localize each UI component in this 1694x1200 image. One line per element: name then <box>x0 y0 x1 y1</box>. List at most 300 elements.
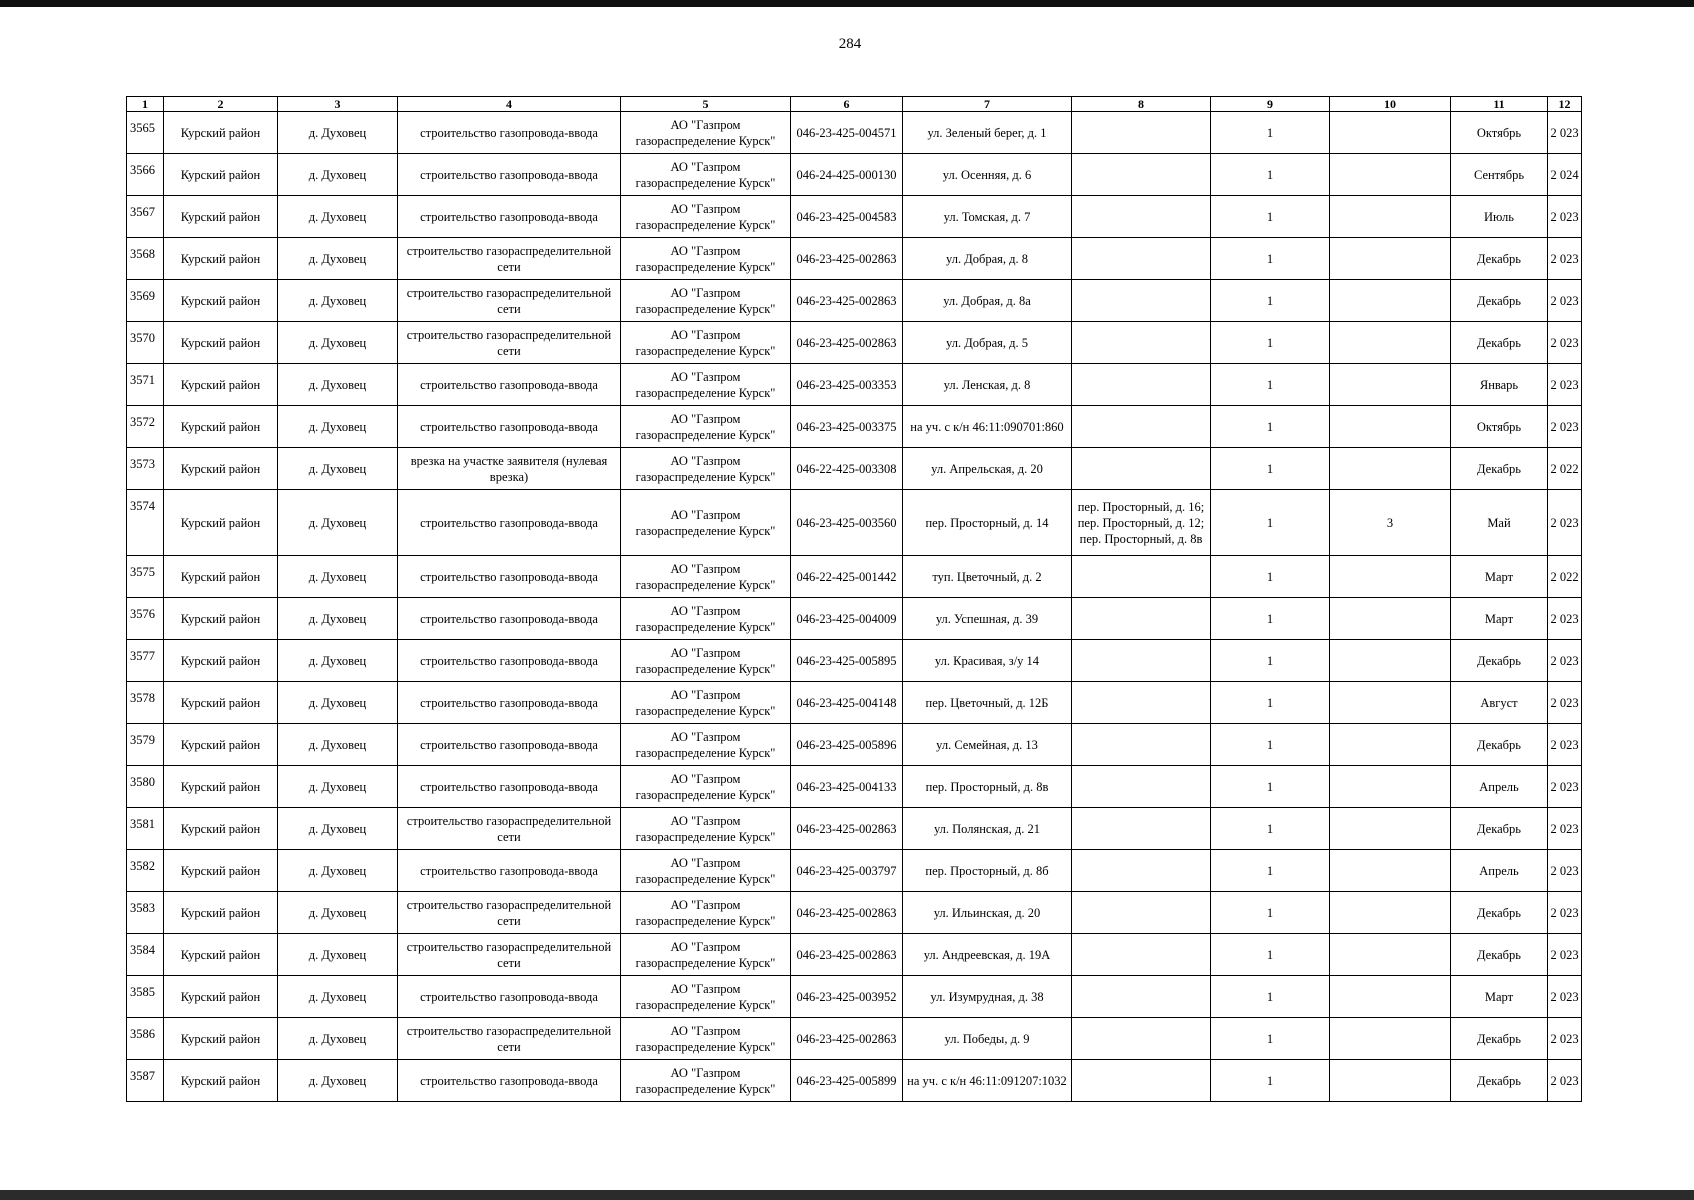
table-row <box>127 196 1582 238</box>
notes-cell <box>1072 850 1211 892</box>
application-code-cell: 046-23-425-003375 <box>791 406 903 448</box>
organization-cell: АО "Газпром газораспределение Курск" <box>621 112 791 154</box>
extra-count-cell <box>1330 406 1451 448</box>
work-type-cell: строительство газораспределительной сети <box>398 808 621 850</box>
year-cell: 2 023 <box>1548 682 1582 724</box>
year-cell: 2 022 <box>1548 448 1582 490</box>
work-type-cell: строительство газопровода-ввода <box>398 196 621 238</box>
row-number-cell: 3571 <box>127 364 164 406</box>
address-cell: ул. Апрельская, д. 20 <box>903 448 1072 490</box>
table-row <box>127 640 1582 682</box>
year-cell: 2 023 <box>1548 724 1582 766</box>
month-cell: Март <box>1451 556 1548 598</box>
row-number-cell: 3570 <box>127 322 164 364</box>
row-number-cell: 3585 <box>127 976 164 1018</box>
work-type-cell: строительство газопровода-ввода <box>398 1060 621 1102</box>
settlement-cell: д. Духовец <box>278 322 398 364</box>
organization-cell: АО "Газпром газораспределение Курск" <box>621 406 791 448</box>
count-cell: 1 <box>1211 112 1330 154</box>
organization-cell: АО "Газпром газораспределение Курск" <box>621 196 791 238</box>
extra-count-cell <box>1330 196 1451 238</box>
month-cell: Октябрь <box>1451 406 1548 448</box>
year-cell: 2 023 <box>1548 1018 1582 1060</box>
address-cell: пер. Просторный, д. 14 <box>903 490 1072 556</box>
address-cell: ул. Ильинская, д. 20 <box>903 892 1072 934</box>
notes-cell: пер. Просторный, д. 16; пер. Просторный, д. 12; пер. Просторный, д. 8в <box>1072 490 1211 556</box>
month-cell: Декабрь <box>1451 892 1548 934</box>
table-row <box>127 724 1582 766</box>
organization-cell: АО "Газпром газораспределение Курск" <box>621 238 791 280</box>
year-cell: 2 022 <box>1548 556 1582 598</box>
application-code-cell: 046-23-425-004148 <box>791 682 903 724</box>
organization-cell: АО "Газпром газораспределение Курск" <box>621 280 791 322</box>
extra-count-cell <box>1330 280 1451 322</box>
year-cell: 2 023 <box>1548 808 1582 850</box>
row-number-cell: 3584 <box>127 934 164 976</box>
work-type-cell: строительство газопровода-ввода <box>398 766 621 808</box>
address-cell: ул. Ленская, д. 8 <box>903 364 1072 406</box>
row-number-cell: 3579 <box>127 724 164 766</box>
count-cell: 1 <box>1211 934 1330 976</box>
count-cell: 1 <box>1211 280 1330 322</box>
settlement-cell: д. Духовец <box>278 850 398 892</box>
count-cell: 1 <box>1211 766 1330 808</box>
notes-cell <box>1072 322 1211 364</box>
address-cell: туп. Цветочный, д. 2 <box>903 556 1072 598</box>
address-cell: ул. Семейная, д. 13 <box>903 724 1072 766</box>
application-code-cell: 046-23-425-005896 <box>791 724 903 766</box>
district-cell: Курский район <box>164 238 278 280</box>
month-cell: Сентябрь <box>1451 154 1548 196</box>
year-cell: 2 024 <box>1548 154 1582 196</box>
address-cell: на уч. с к/н 46:11:091207:1032 <box>903 1060 1072 1102</box>
settlement-cell: д. Духовец <box>278 892 398 934</box>
count-cell: 1 <box>1211 808 1330 850</box>
count-cell: 1 <box>1211 556 1330 598</box>
table-row <box>127 1060 1582 1102</box>
extra-count-cell <box>1330 724 1451 766</box>
row-number-cell: 3569 <box>127 280 164 322</box>
notes-cell <box>1072 364 1211 406</box>
month-cell: Декабрь <box>1451 934 1548 976</box>
organization-cell: АО "Газпром газораспределение Курск" <box>621 724 791 766</box>
work-type-cell: строительство газопровода-ввода <box>398 682 621 724</box>
year-cell: 2 023 <box>1548 598 1582 640</box>
organization-cell: АО "Газпром газораспределение Курск" <box>621 850 791 892</box>
settlement-cell: д. Духовец <box>278 1060 398 1102</box>
organization-cell: АО "Газпром газораспределение Курск" <box>621 448 791 490</box>
table-row <box>127 322 1582 364</box>
district-cell: Курский район <box>164 934 278 976</box>
month-cell: Декабрь <box>1451 238 1548 280</box>
district-cell: Курский район <box>164 598 278 640</box>
year-cell: 2 023 <box>1548 238 1582 280</box>
year-cell: 2 023 <box>1548 196 1582 238</box>
column-header: 5 <box>621 97 791 112</box>
table-row <box>127 364 1582 406</box>
address-cell: на уч. с к/н 46:11:090701:860 <box>903 406 1072 448</box>
application-code-cell: 046-24-425-000130 <box>791 154 903 196</box>
notes-cell <box>1072 238 1211 280</box>
count-cell: 1 <box>1211 238 1330 280</box>
notes-cell <box>1072 196 1211 238</box>
extra-count-cell <box>1330 766 1451 808</box>
organization-cell: АО "Газпром газораспределение Курск" <box>621 556 791 598</box>
application-code-cell: 046-23-425-003353 <box>791 364 903 406</box>
column-header: 2 <box>164 97 278 112</box>
table-row <box>127 850 1582 892</box>
page-number: 284 <box>838 36 862 52</box>
address-cell: ул. Успешная, д. 39 <box>903 598 1072 640</box>
notes-cell <box>1072 808 1211 850</box>
settlement-cell: д. Духовец <box>278 682 398 724</box>
month-cell: Апрель <box>1451 850 1548 892</box>
address-cell: ул. Добрая, д. 8а <box>903 280 1072 322</box>
extra-count-cell <box>1330 850 1451 892</box>
column-header: 12 <box>1548 97 1582 112</box>
application-code-cell: 046-23-425-002863 <box>791 934 903 976</box>
address-cell: ул. Добрая, д. 8 <box>903 238 1072 280</box>
table-row <box>127 406 1582 448</box>
settlement-cell: д. Духовец <box>278 364 398 406</box>
table-row <box>127 154 1582 196</box>
table-row <box>127 280 1582 322</box>
row-number-cell: 3587 <box>127 1060 164 1102</box>
year-cell: 2 023 <box>1548 490 1582 556</box>
month-cell: Декабрь <box>1451 448 1548 490</box>
row-number-cell: 3586 <box>127 1018 164 1060</box>
count-cell: 1 <box>1211 598 1330 640</box>
count-cell: 1 <box>1211 448 1330 490</box>
application-code-cell: 046-23-425-003797 <box>791 850 903 892</box>
notes-cell <box>1072 598 1211 640</box>
work-type-cell: строительство газораспределительной сети <box>398 238 621 280</box>
settlement-cell: д. Духовец <box>278 808 398 850</box>
row-number-cell: 3583 <box>127 892 164 934</box>
extra-count-cell <box>1330 322 1451 364</box>
notes-cell <box>1072 112 1211 154</box>
notes-cell <box>1072 766 1211 808</box>
work-type-cell: строительство газопровода-ввода <box>398 406 621 448</box>
table-row <box>127 682 1582 724</box>
district-cell: Курский район <box>164 976 278 1018</box>
notes-cell <box>1072 280 1211 322</box>
district-cell: Курский район <box>164 112 278 154</box>
year-cell: 2 023 <box>1548 406 1582 448</box>
organization-cell: АО "Газпром газораспределение Курск" <box>621 934 791 976</box>
organization-cell: АО "Газпром газораспределение Курск" <box>621 490 791 556</box>
notes-cell <box>1072 682 1211 724</box>
notes-cell <box>1072 1060 1211 1102</box>
application-code-cell: 046-23-425-004133 <box>791 766 903 808</box>
month-cell: Январь <box>1451 364 1548 406</box>
application-code-cell: 046-23-425-005899 <box>791 1060 903 1102</box>
settlement-cell: д. Духовец <box>278 640 398 682</box>
district-cell: Курский район <box>164 892 278 934</box>
column-header: 9 <box>1211 97 1330 112</box>
application-code-cell: 046-23-425-002863 <box>791 808 903 850</box>
work-type-cell: строительство газопровода-ввода <box>398 556 621 598</box>
month-cell: Апрель <box>1451 766 1548 808</box>
notes-cell <box>1072 640 1211 682</box>
month-cell: Октябрь <box>1451 112 1548 154</box>
notes-cell <box>1072 976 1211 1018</box>
count-cell: 1 <box>1211 406 1330 448</box>
month-cell: Март <box>1451 976 1548 1018</box>
count-cell: 1 <box>1211 724 1330 766</box>
district-cell: Курский район <box>164 808 278 850</box>
work-type-cell: строительство газораспределительной сети <box>398 322 621 364</box>
table-row <box>127 556 1582 598</box>
address-cell: ул. Андреевская, д. 19А <box>903 934 1072 976</box>
table-row <box>127 490 1582 556</box>
row-number-cell: 3568 <box>127 238 164 280</box>
address-cell: ул. Победы, д. 9 <box>903 1018 1072 1060</box>
row-number-cell: 3582 <box>127 850 164 892</box>
extra-count-cell <box>1330 892 1451 934</box>
address-cell: ул. Осенняя, д. 6 <box>903 154 1072 196</box>
year-cell: 2 023 <box>1548 934 1582 976</box>
row-number-cell: 3577 <box>127 640 164 682</box>
notes-cell <box>1072 892 1211 934</box>
scan-top-border <box>0 0 1694 7</box>
district-cell: Курский район <box>164 448 278 490</box>
count-cell: 1 <box>1211 1060 1330 1102</box>
scan-bottom-border <box>0 1190 1694 1200</box>
row-number-cell: 3575 <box>127 556 164 598</box>
year-cell: 2 023 <box>1548 892 1582 934</box>
address-cell: ул. Изумрудная, д. 38 <box>903 976 1072 1018</box>
extra-count-cell <box>1330 1018 1451 1060</box>
address-cell: ул. Полянская, д. 21 <box>903 808 1072 850</box>
column-header: 7 <box>903 97 1072 112</box>
work-type-cell: строительство газопровода-ввода <box>398 976 621 1018</box>
month-cell: Декабрь <box>1451 1060 1548 1102</box>
work-type-cell: строительство газораспределительной сети <box>398 1018 621 1060</box>
month-cell: Декабрь <box>1451 640 1548 682</box>
settlement-cell: д. Духовец <box>278 280 398 322</box>
organization-cell: АО "Газпром газораспределение Курск" <box>621 1060 791 1102</box>
count-cell: 1 <box>1211 976 1330 1018</box>
row-number-cell: 3574 <box>127 490 164 556</box>
settlement-cell: д. Духовец <box>278 196 398 238</box>
extra-count-cell <box>1330 154 1451 196</box>
table-row <box>127 892 1582 934</box>
column-header: 4 <box>398 97 621 112</box>
address-cell: пер. Просторный, д. 8в <box>903 766 1072 808</box>
year-cell: 2 023 <box>1548 322 1582 364</box>
district-cell: Курский район <box>164 280 278 322</box>
application-code-cell: 046-23-425-002863 <box>791 892 903 934</box>
settlement-cell: д. Духовец <box>278 766 398 808</box>
organization-cell: АО "Газпром газораспределение Курск" <box>621 364 791 406</box>
organization-cell: АО "Газпром газораспределение Курск" <box>621 976 791 1018</box>
extra-count-cell <box>1330 976 1451 1018</box>
extra-count-cell <box>1330 556 1451 598</box>
row-number-cell: 3567 <box>127 196 164 238</box>
year-cell: 2 023 <box>1548 640 1582 682</box>
settlement-cell: д. Духовец <box>278 112 398 154</box>
extra-count-cell <box>1330 934 1451 976</box>
district-cell: Курский район <box>164 154 278 196</box>
registry-body <box>127 112 1582 1102</box>
column-header: 11 <box>1451 97 1548 112</box>
extra-count-cell <box>1330 682 1451 724</box>
application-code-cell: 046-23-425-003952 <box>791 976 903 1018</box>
count-cell: 1 <box>1211 640 1330 682</box>
notes-cell <box>1072 724 1211 766</box>
settlement-cell: д. Духовец <box>278 724 398 766</box>
table-row <box>127 238 1582 280</box>
address-cell: ул. Зеленый берег, д. 1 <box>903 112 1072 154</box>
extra-count-cell <box>1330 1060 1451 1102</box>
column-header: 3 <box>278 97 398 112</box>
count-cell: 1 <box>1211 196 1330 238</box>
address-cell: пер. Просторный, д. 8б <box>903 850 1072 892</box>
column-header: 10 <box>1330 97 1451 112</box>
column-header: 1 <box>127 97 164 112</box>
settlement-cell: д. Духовец <box>278 934 398 976</box>
work-type-cell: строительство газопровода-ввода <box>398 364 621 406</box>
notes-cell <box>1072 1018 1211 1060</box>
year-cell: 2 023 <box>1548 280 1582 322</box>
count-cell: 1 <box>1211 364 1330 406</box>
organization-cell: АО "Газпром газораспределение Курск" <box>621 322 791 364</box>
registry-table <box>126 96 1582 1102</box>
row-number-cell: 3578 <box>127 682 164 724</box>
table-row <box>127 1018 1582 1060</box>
month-cell: Март <box>1451 598 1548 640</box>
work-type-cell: врезка на участке заявителя (нулевая врезка) <box>398 448 621 490</box>
month-cell: Декабрь <box>1451 280 1548 322</box>
month-cell: Декабрь <box>1451 724 1548 766</box>
settlement-cell: д. Духовец <box>278 154 398 196</box>
extra-count-cell <box>1330 808 1451 850</box>
row-number-cell: 3572 <box>127 406 164 448</box>
count-cell: 1 <box>1211 682 1330 724</box>
application-code-cell: 046-23-425-005895 <box>791 640 903 682</box>
column-header: 6 <box>791 97 903 112</box>
settlement-cell: д. Духовец <box>278 598 398 640</box>
row-number-cell: 3573 <box>127 448 164 490</box>
work-type-cell: строительство газораспределительной сети <box>398 280 621 322</box>
year-cell: 2 023 <box>1548 112 1582 154</box>
extra-count-cell <box>1330 112 1451 154</box>
table-row <box>127 598 1582 640</box>
work-type-cell: строительство газопровода-ввода <box>398 112 621 154</box>
extra-count-cell <box>1330 640 1451 682</box>
work-type-cell: строительство газопровода-ввода <box>398 640 621 682</box>
month-cell: Июль <box>1451 196 1548 238</box>
organization-cell: АО "Газпром газораспределение Курск" <box>621 640 791 682</box>
work-type-cell: строительство газораспределительной сети <box>398 934 621 976</box>
application-code-cell: 046-23-425-003560 <box>791 490 903 556</box>
district-cell: Курский район <box>164 766 278 808</box>
settlement-cell: д. Духовец <box>278 1018 398 1060</box>
notes-cell <box>1072 934 1211 976</box>
application-code-cell: 046-23-425-004009 <box>791 598 903 640</box>
address-cell: ул. Красивая, з/у 14 <box>903 640 1072 682</box>
district-cell: Курский район <box>164 196 278 238</box>
month-cell: Декабрь <box>1451 808 1548 850</box>
organization-cell: АО "Газпром газораспределение Курск" <box>621 682 791 724</box>
row-number-cell: 3565 <box>127 112 164 154</box>
district-cell: Курский район <box>164 850 278 892</box>
settlement-cell: д. Духовец <box>278 406 398 448</box>
settlement-cell: д. Духовец <box>278 238 398 280</box>
year-cell: 2 023 <box>1548 850 1582 892</box>
organization-cell: АО "Газпром газораспределение Курск" <box>621 892 791 934</box>
settlement-cell: д. Духовец <box>278 448 398 490</box>
header-row <box>127 97 1582 112</box>
year-cell: 2 023 <box>1548 976 1582 1018</box>
settlement-cell: д. Духовец <box>278 976 398 1018</box>
application-code-cell: 046-23-425-002863 <box>791 1018 903 1060</box>
district-cell: Курский район <box>164 1018 278 1060</box>
row-number-cell: 3580 <box>127 766 164 808</box>
organization-cell: АО "Газпром газораспределение Курск" <box>621 808 791 850</box>
work-type-cell: строительство газораспределительной сети <box>398 892 621 934</box>
row-number-cell: 3576 <box>127 598 164 640</box>
table-row <box>127 448 1582 490</box>
organization-cell: АО "Газпром газораспределение Курск" <box>621 154 791 196</box>
extra-count-cell <box>1330 598 1451 640</box>
month-cell: Декабрь <box>1451 322 1548 364</box>
table-row <box>127 112 1582 154</box>
table-row <box>127 766 1582 808</box>
table-row <box>127 976 1582 1018</box>
month-cell: Май <box>1451 490 1548 556</box>
district-cell: Курский район <box>164 640 278 682</box>
count-cell: 1 <box>1211 322 1330 364</box>
district-cell: Курский район <box>164 724 278 766</box>
application-code-cell: 046-22-425-003308 <box>791 448 903 490</box>
district-cell: Курский район <box>164 490 278 556</box>
extra-count-cell <box>1330 238 1451 280</box>
row-number-cell: 3581 <box>127 808 164 850</box>
district-cell: Курский район <box>164 322 278 364</box>
count-cell: 1 <box>1211 154 1330 196</box>
district-cell: Курский район <box>164 364 278 406</box>
settlement-cell: д. Духовец <box>278 556 398 598</box>
extra-count-cell: 3 <box>1330 490 1451 556</box>
district-cell: Курский район <box>164 682 278 724</box>
row-number-cell: 3566 <box>127 154 164 196</box>
month-cell: Декабрь <box>1451 1018 1548 1060</box>
organization-cell: АО "Газпром газораспределение Курск" <box>621 766 791 808</box>
notes-cell <box>1072 154 1211 196</box>
address-cell: пер. Цветочный, д. 12Б <box>903 682 1072 724</box>
application-code-cell: 046-23-425-004571 <box>791 112 903 154</box>
district-cell: Курский район <box>164 406 278 448</box>
work-type-cell: строительство газопровода-ввода <box>398 490 621 556</box>
notes-cell <box>1072 448 1211 490</box>
year-cell: 2 023 <box>1548 364 1582 406</box>
extra-count-cell <box>1330 364 1451 406</box>
table-row <box>127 934 1582 976</box>
count-cell: 1 <box>1211 850 1330 892</box>
month-cell: Август <box>1451 682 1548 724</box>
application-code-cell: 046-23-425-002863 <box>791 238 903 280</box>
organization-cell: АО "Газпром газораспределение Курск" <box>621 598 791 640</box>
address-cell: ул. Томская, д. 7 <box>903 196 1072 238</box>
district-cell: Курский район <box>164 556 278 598</box>
application-code-cell: 046-22-425-001442 <box>791 556 903 598</box>
organization-cell: АО "Газпром газораспределение Курск" <box>621 1018 791 1060</box>
work-type-cell: строительство газопровода-ввода <box>398 724 621 766</box>
district-cell: Курский район <box>164 1060 278 1102</box>
count-cell: 1 <box>1211 1018 1330 1060</box>
